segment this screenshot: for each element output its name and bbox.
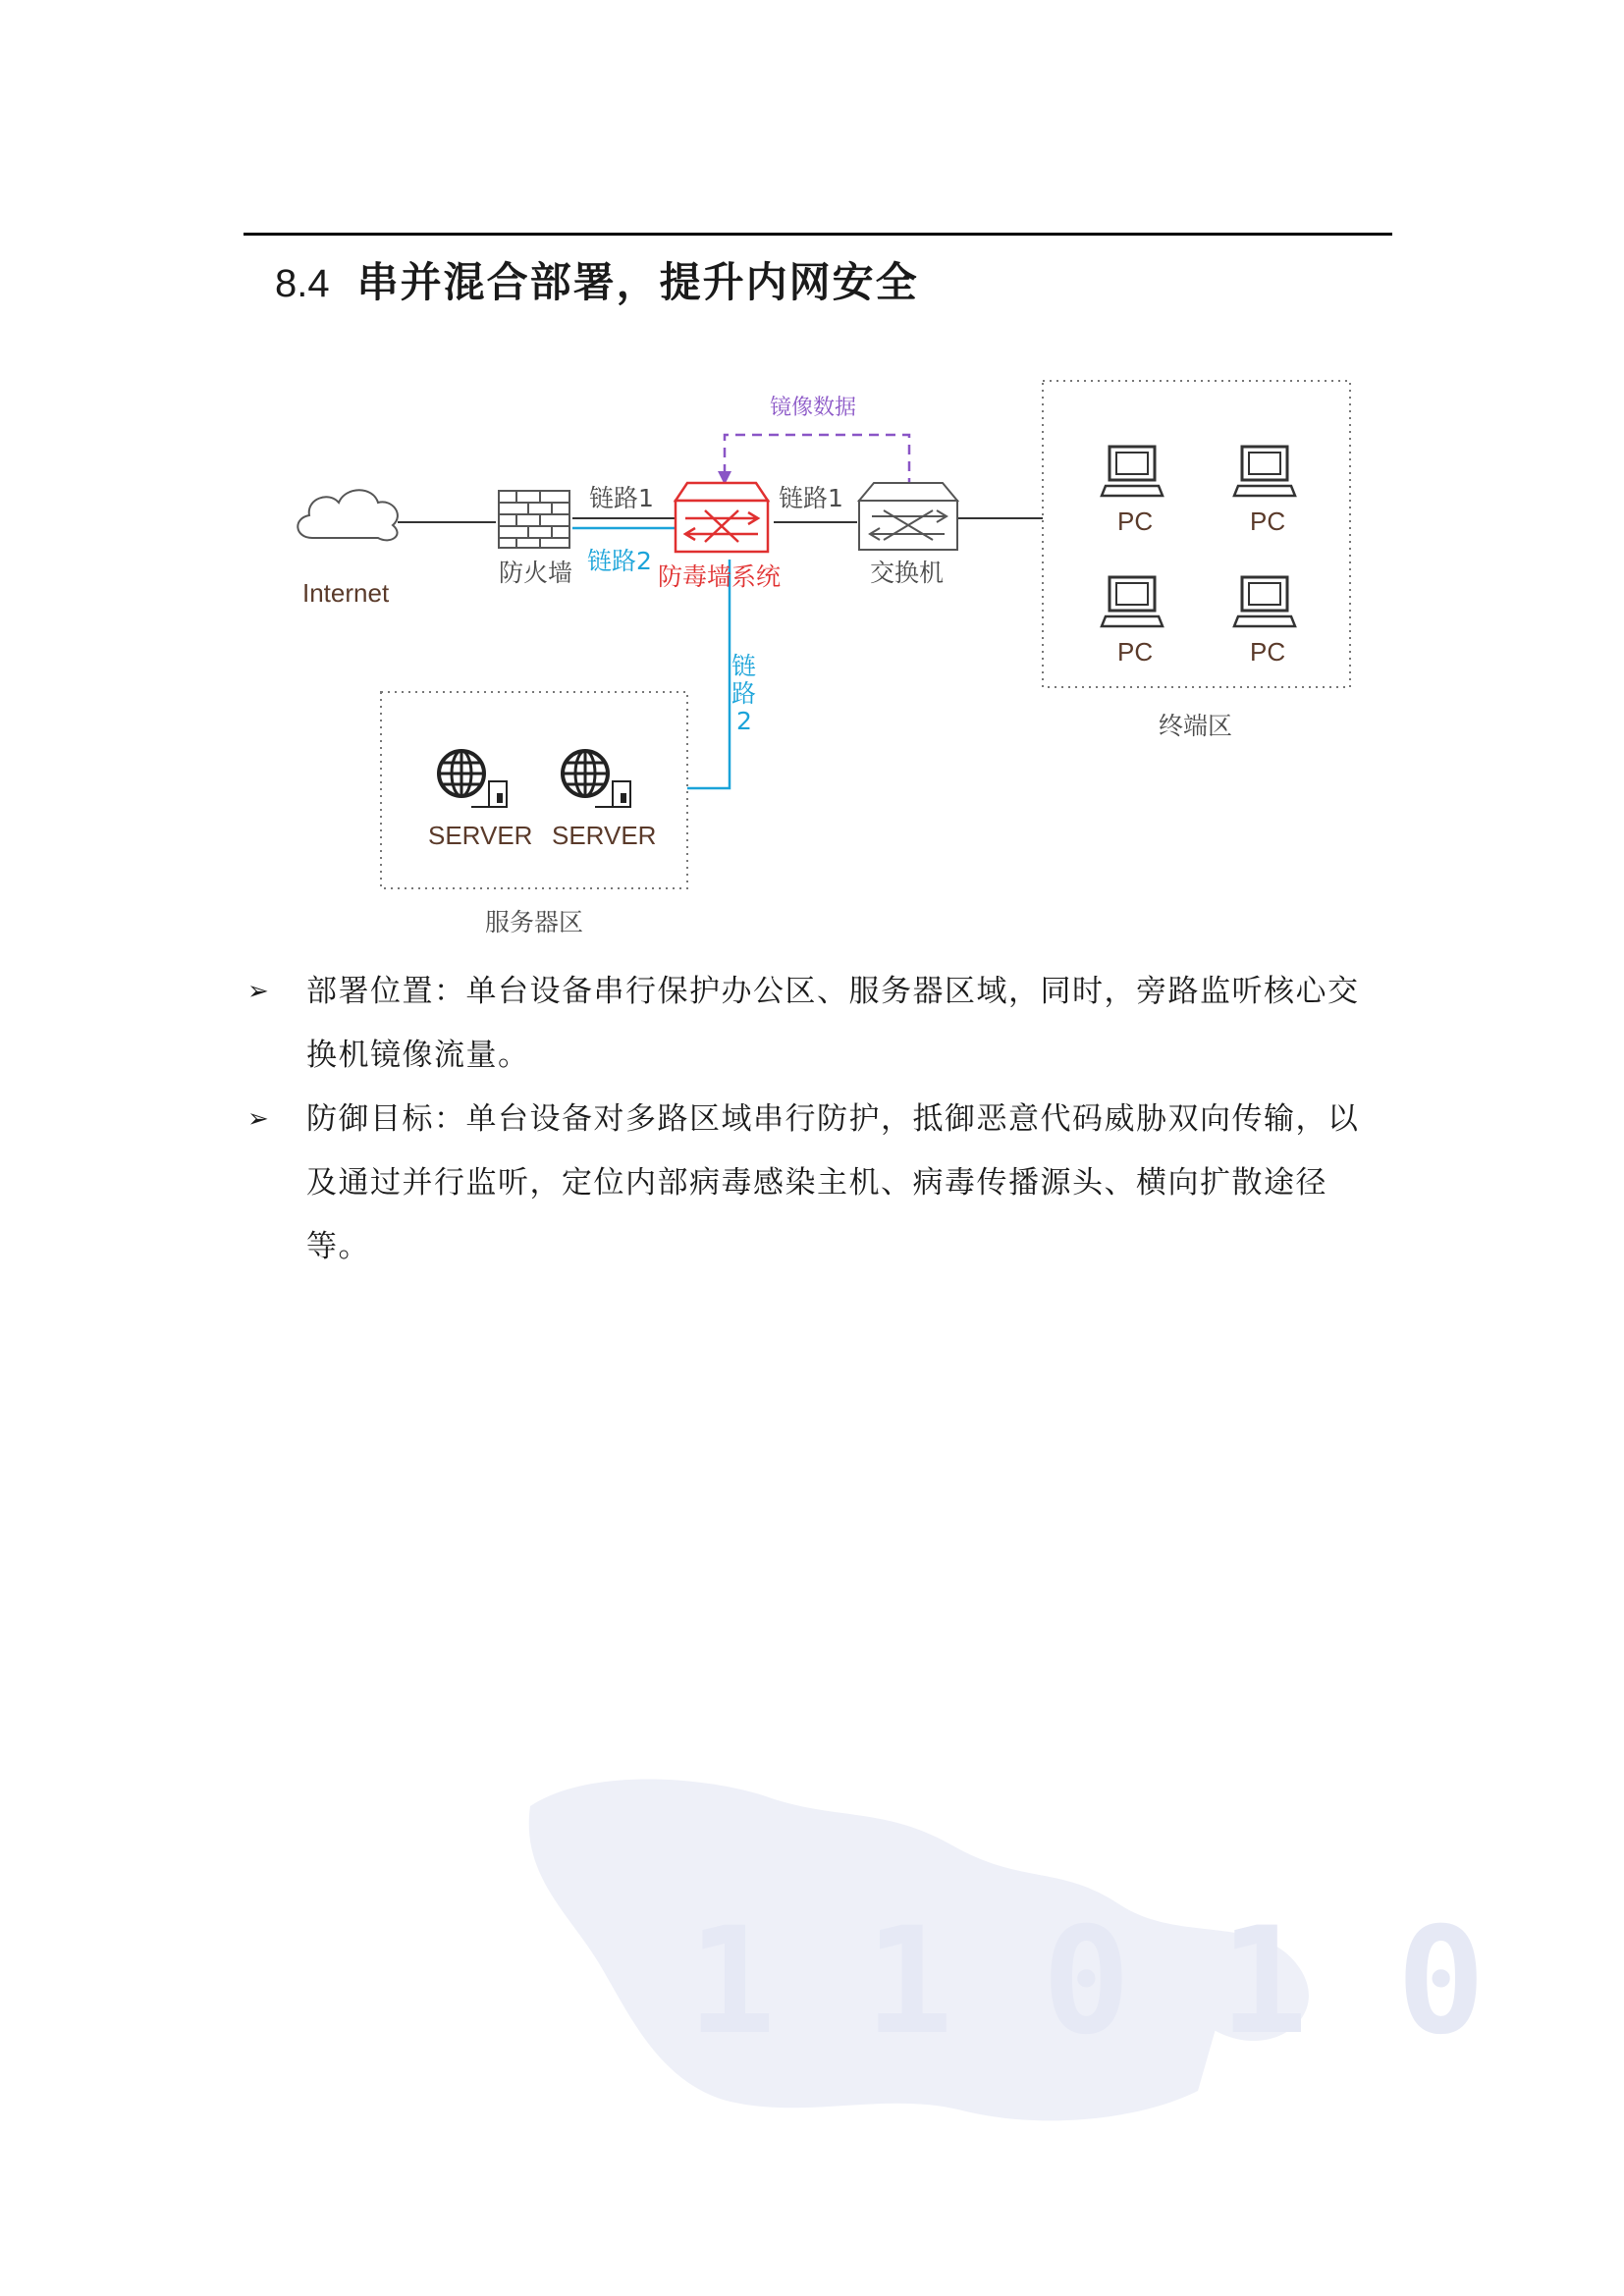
antivirus-wall-icon [676, 483, 768, 552]
section-number: 8.4 [275, 262, 330, 305]
switch-icon [859, 483, 957, 550]
bullet-item [247, 960, 1396, 1088]
av-server-link2 [687, 560, 730, 788]
bullet-text: 防御目标：单台设备对多路区域串行防护，抵御恶意代码威胁双向传输，以及通过并行监听，定位内部病毒感染主机、病毒传播源头、横向扩散途径等。 [306, 1101, 1360, 1264]
pc-icon [1234, 577, 1295, 626]
bullet-text: 部署位置：单台设备串行保护办公区、服务器区域，同时，旁路监听核心交换机镜像流量。 [306, 974, 1360, 1073]
terminal-zone-label: 终端区 [1159, 712, 1233, 740]
arrow-bullet-icon: ➢ [247, 1104, 271, 1134]
cloud-icon [298, 490, 398, 540]
antivirus-wall-label: 防毒墙系统 [658, 562, 782, 591]
link2-vertical-char-3: 2 [736, 707, 752, 735]
link2-vertical-char-2: 路 [731, 679, 757, 708]
server-zone-box [381, 692, 687, 888]
link2-horizontal-label: 链路2 [587, 547, 652, 575]
mirror-data-label: 镜像数据 [770, 396, 857, 420]
pc-label: PC [1250, 637, 1286, 667]
terminal-zone-box [1043, 381, 1350, 687]
svg-text:1 1 0 1 0: 1 1 0 1 0 [687, 1896, 1486, 2067]
server-globe-icon [563, 751, 630, 807]
header-rule [244, 233, 1392, 236]
link2-vertical-char-1: 链 [731, 652, 757, 680]
internet-label: Internet [302, 578, 390, 608]
watermark-logo [511, 1767, 1486, 2160]
section-title: 串并混合部署，提升内网安全 [356, 258, 919, 306]
pc-label: PC [1117, 637, 1154, 667]
firewall-label: 防火墙 [499, 559, 573, 587]
bullet-item [247, 1088, 1396, 1279]
pc-icon [1102, 447, 1163, 496]
pc-label: PC [1250, 507, 1286, 536]
pc-icon [1234, 447, 1295, 496]
section-heading [275, 250, 919, 309]
server-label: SERVER [428, 821, 533, 850]
pc-icon [1102, 577, 1163, 626]
network-diagram [0, 353, 1624, 962]
arrow-bullet-icon: ➢ [247, 977, 271, 1006]
pc-label: PC [1117, 507, 1154, 536]
firewall-icon [499, 491, 569, 548]
server-label: SERVER [552, 821, 657, 850]
link1-right-label: 链路1 [779, 484, 843, 512]
server-globe-icon [439, 751, 507, 807]
server-zone-label: 服务器区 [485, 908, 584, 936]
switch-label: 交换机 [870, 559, 945, 587]
mirror-data-path [725, 435, 909, 488]
link1-left-label: 链路1 [589, 484, 654, 512]
bullet-list [247, 960, 1396, 1279]
